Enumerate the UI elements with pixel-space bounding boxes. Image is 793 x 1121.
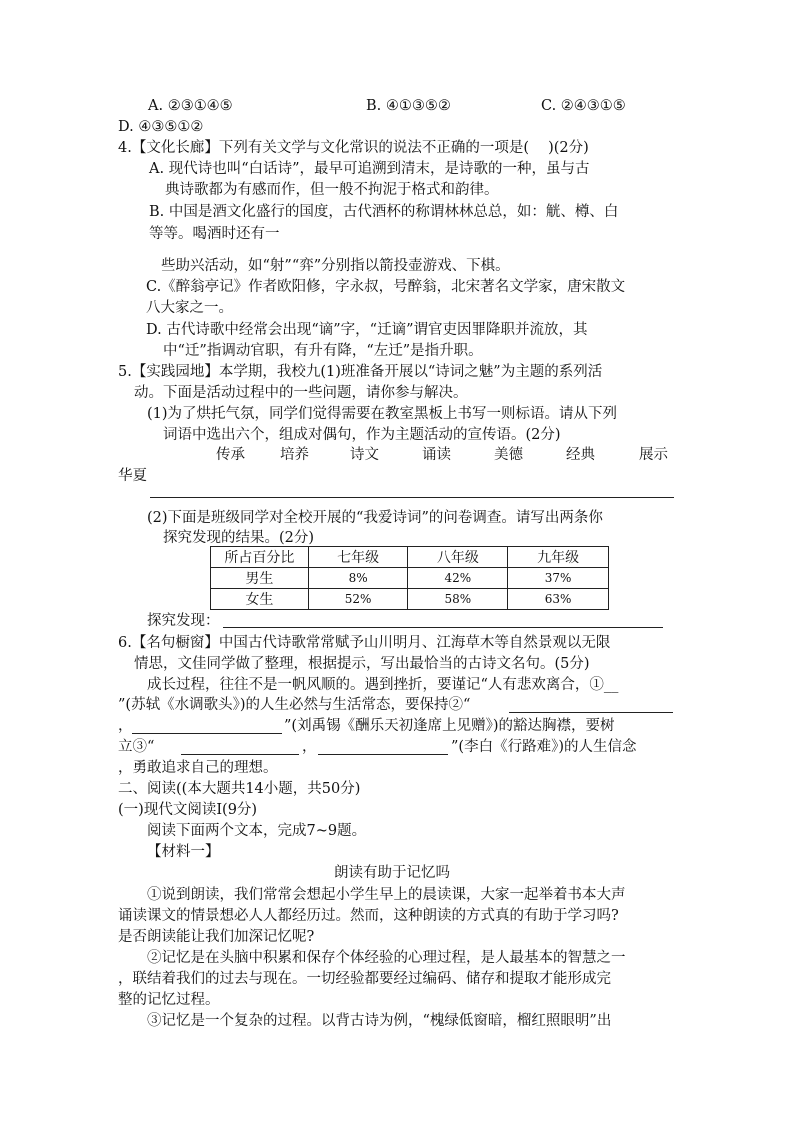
table-row xyxy=(211,589,609,610)
survey-table xyxy=(210,546,609,610)
q4-option-c-line2: 八大家之一。 xyxy=(146,300,233,316)
subsection-heading: (一)现代文阅读Ⅰ(9分) xyxy=(118,802,258,818)
blank-2a[interactable] xyxy=(509,712,673,713)
table-row xyxy=(211,568,609,589)
q3-option-a: A. ②③①④⑤ xyxy=(148,98,233,114)
q6-line7: ，勇敢追求自己的理想。 xyxy=(118,760,278,776)
table-cell: 女生 xyxy=(211,589,309,610)
table-header-cell: 七年级 xyxy=(308,547,408,568)
q5-part1-line2: 词语中选出六个，组成对偶句，作为主题活动的宣传语。(2分) xyxy=(163,427,561,443)
q4-option-b-line1: B. 中国是酒文化盛行的国度，古代酒杯的称谓林林总总，如：觥、樽、白 xyxy=(149,204,619,220)
q4-option-a-line2: 典诗歌都为有感而作，但一般不拘泥于格式和韵律。 xyxy=(165,182,499,198)
q4-stem: 4.【文化长廊】下列有关文学与文化常识的说法不正确的一项是( )(2分) xyxy=(118,140,589,156)
blank-3b[interactable] xyxy=(318,754,448,755)
q3-option-b: B. ④①③⑤② xyxy=(366,98,451,114)
paragraph-2-line1: ②记忆是在头脑中积累和保存个体经验的心理过程，是人最基本的智慧之一 xyxy=(147,950,626,966)
q3-option-c: C. ②④③①⑤ xyxy=(541,98,626,114)
q6-line6-start: 立③“ xyxy=(118,739,155,755)
answer-line[interactable] xyxy=(150,497,674,498)
table-cell: 58% xyxy=(408,589,508,610)
q4-option-b-line2: 等等。喝酒时还有一 xyxy=(149,226,280,242)
q6-line2: 情思，文佳同学做了整理，根据提示，写出最恰当的古诗文名句。(5分) xyxy=(134,656,590,672)
q6-line5-start: ， xyxy=(118,718,133,734)
finding-answer-line[interactable] xyxy=(223,627,663,628)
table-cell: 8% xyxy=(308,568,408,589)
article-title: 朗读有助于记忆吗 xyxy=(334,865,450,881)
q6-line6-mid: ， xyxy=(302,739,317,755)
q4-option-b-line3: 些助兴活动，如“射”“弈”分别指以箭投壶游戏、下棋。 xyxy=(161,258,510,274)
word-option: 美德 xyxy=(494,447,523,463)
finding-label: 探究发现： xyxy=(147,613,220,629)
q6-line4: ”(苏轼《水调歌头》)的人生必然与生活常态，要保持②“ xyxy=(118,697,471,713)
reading-instruction: 阅读下面两个文本，完成7~9题。 xyxy=(147,823,367,839)
table-cell: 男生 xyxy=(211,568,309,589)
q3-option-d: D. ④③⑤①② xyxy=(118,119,204,135)
q6-line5-end: ”(刘禹锡《酬乐天初逢席上见赠》)的豁达胸襟，要树 xyxy=(284,718,615,734)
word-option: 华夏 xyxy=(118,468,147,484)
word-option: 传承 xyxy=(216,447,245,463)
word-option: 经典 xyxy=(566,447,595,463)
q4-option-d-line1: D. 古代诗歌中经常会出现“谪”字，“迁谪”谓官吏因罪降职并流放，其 xyxy=(146,322,588,338)
q6-line3: 成长过程，往往不是一帆风顺的。遇到挫折，要谨记“人有悲欢离合，①__ xyxy=(147,677,619,693)
paragraph-1-line3: 是否朗读能让我们加深记忆呢? xyxy=(118,929,315,945)
q6-line1: 6.【名句橱窗】中国古代诗歌常常赋予山川明月、江海草木等自然景观以无限 xyxy=(118,635,611,651)
q4-option-c-line1: C.《醉翁亭记》作者欧阳修，字永叔，号醉翁，北宋著名文学家，唐宋散文 xyxy=(146,279,626,295)
word-option: 诗文 xyxy=(350,447,379,463)
paragraph-1-line2: 诵读课文的情景想必人人都经历过。然而，这种朗读的方式真的有助于学习吗? xyxy=(118,908,619,924)
table-cell: 52% xyxy=(308,589,408,610)
table-header-cell: 所占百分比 xyxy=(211,547,309,568)
q4-option-d-line2: 中“迁”指调动官职，有升有降，“左迁”是指升职。 xyxy=(163,343,483,359)
table-cell: 42% xyxy=(408,568,508,589)
paragraph-3-line1: ③记忆是一个复杂的过程。以背古诗为例，“槐绿低窗暗，榴红照眼明”出 xyxy=(147,1013,612,1029)
table-header-cell: 八年级 xyxy=(408,547,508,568)
word-option: 展示 xyxy=(639,447,668,463)
word-option: 培养 xyxy=(280,447,309,463)
q6-line6-end: ”(李白《行路难》)的人生信念 xyxy=(451,739,637,755)
q5-part1-line1: (1)为了烘托气氛，同学们觉得需要在教室黑板上书写一则标语。请从下列 xyxy=(147,406,618,422)
table-header-cell: 九年级 xyxy=(508,547,609,568)
table-header-row xyxy=(211,547,609,568)
q5-stem-line1: 5.【实践园地】本学期，我校九(1)班准备开展以“诗词之魅”为主题的系列活 xyxy=(118,364,603,380)
q5-stem-line2: 动。下面是活动过程中的一些问题，请你参与解决。 xyxy=(134,385,468,401)
blank-3a[interactable] xyxy=(181,754,299,755)
q5-part2-line1: (2)下面是班级同学对全校开展的“我爱诗词”的问卷调查。请写出两条你 xyxy=(147,510,603,526)
q4-option-a-line1: A. 现代诗也叫“白话诗”，最早可追溯到清末，是诗歌的一种，虽与古 xyxy=(149,161,590,177)
paragraph-1-line1: ①说到朗读，我们常常会想起小学生早上的晨读课，大家一起举着书本大声 xyxy=(147,887,626,903)
blank-2b[interactable] xyxy=(132,733,282,734)
paragraph-2-line2: ，联结着我们的过去与现在。一切经验都要经过编码、储存和提取才能形成完 xyxy=(118,971,611,987)
q5-part2-line2: 探究发现的结果。(2分) xyxy=(163,530,315,546)
material-label: 【材料一】 xyxy=(147,844,220,860)
section-heading: 二、阅读((本大题共14小题，共50分) xyxy=(118,781,361,797)
table-cell: 37% xyxy=(508,568,609,589)
word-option: 诵读 xyxy=(422,447,451,463)
paragraph-2-line3: 整的记忆过程。 xyxy=(118,992,220,1008)
table-cell: 63% xyxy=(508,589,609,610)
